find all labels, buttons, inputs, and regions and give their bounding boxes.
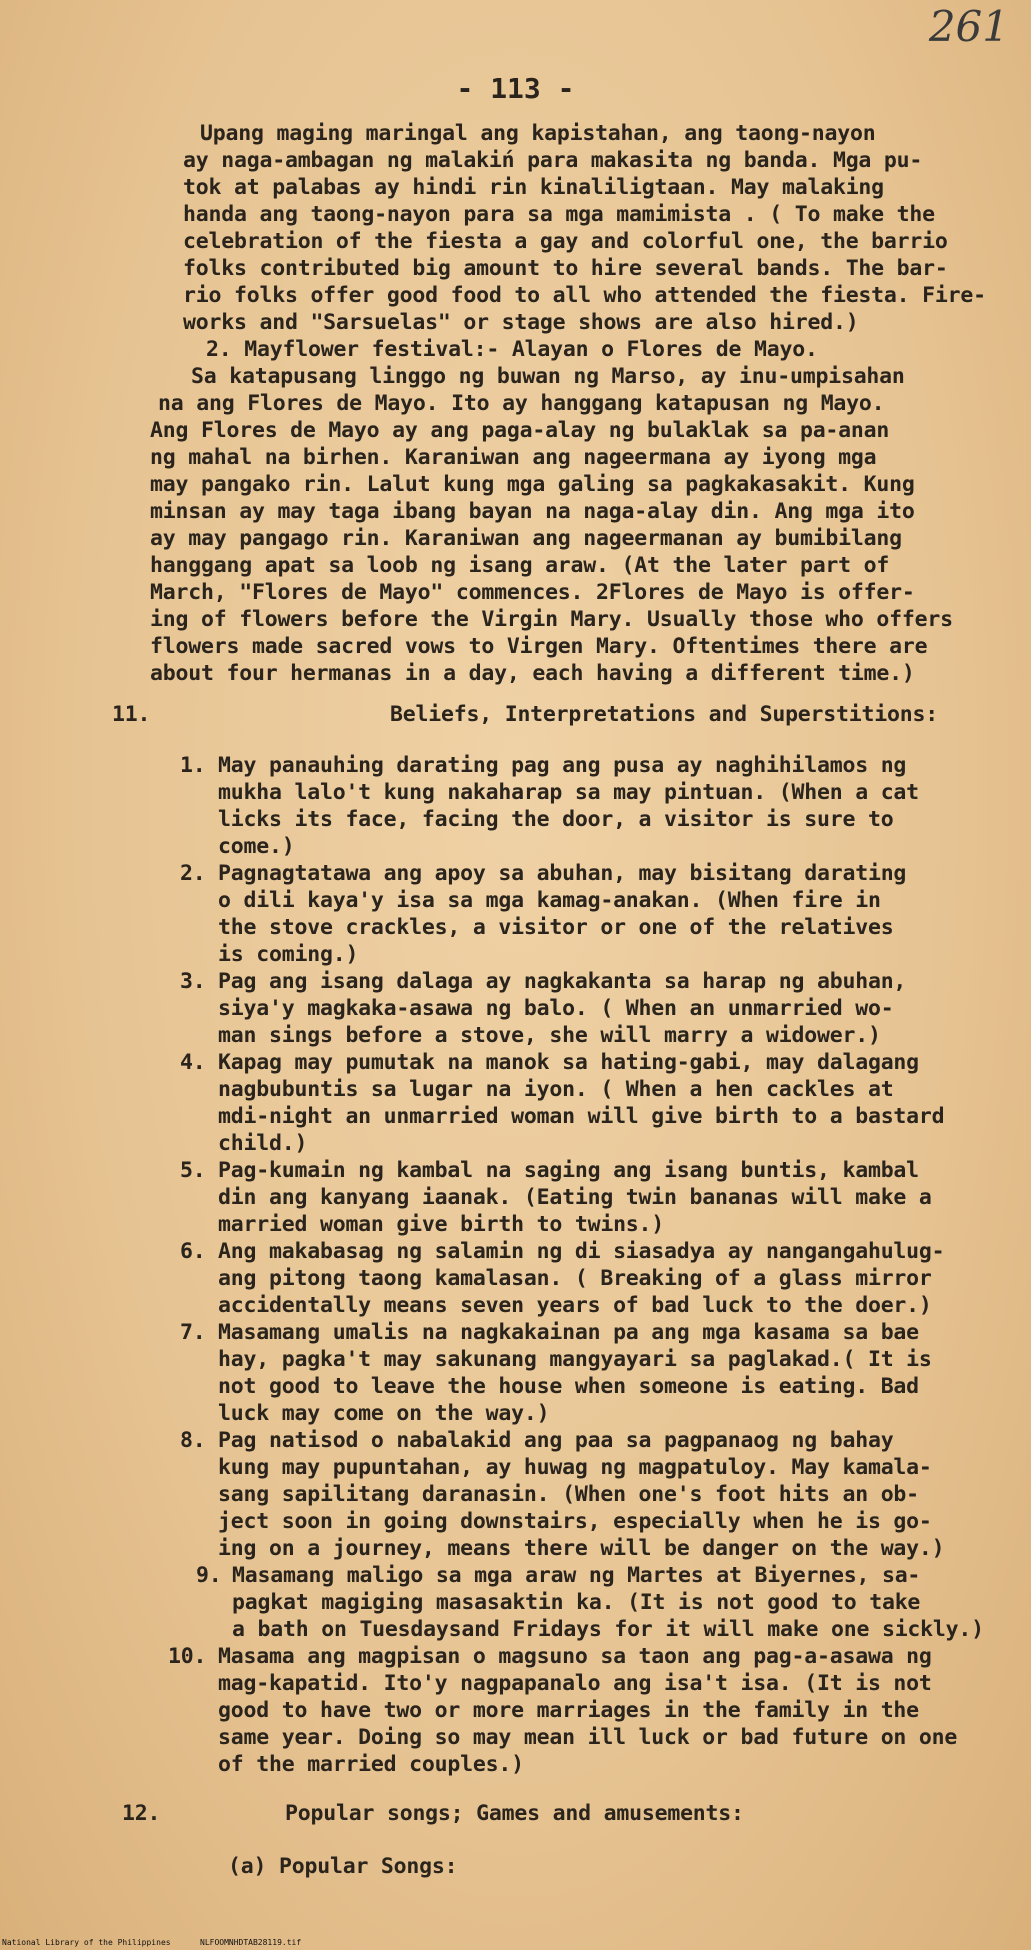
list-item-line: accidentally means seven years of bad luck to the doer.) — [218, 1293, 932, 1318]
text-line: tok at palabas ay hindi rin kinaliligtaan. May malaking — [183, 175, 884, 200]
list-item-number: 10. — [168, 1644, 207, 1669]
list-item-line: Masama ang magpisan o magsuno sa taon ang pag-a-asawa ng — [218, 1644, 932, 1669]
text-line: Upang maging maringal ang kapistahan, ang taong-nayon — [200, 121, 876, 146]
text-line: Sa katapusang linggo ng buwan ng Marso, ay inu-umpisahan — [191, 364, 905, 389]
list-item-number: 5. — [180, 1158, 206, 1183]
handwritten-page-number: 261 — [928, 2, 1009, 51]
text-line: na ang Flores de Mayo. Ito ay hanggang katapusan ng Mayo. — [158, 391, 885, 416]
list-item-line: same year. Doing so may mean ill luck or bad future on one — [218, 1725, 958, 1750]
text-line: minsan ay may taga ibang bayan na naga-alay din. Ang mga ito — [150, 499, 915, 524]
section-12-heading: Popular songs; Games and amusements: — [285, 1801, 744, 1826]
list-item-line: luck may come on the way.) — [218, 1401, 550, 1426]
text-line: works and "Sarsuelas" or stage shows are also hired.) — [183, 310, 859, 335]
text-line: hanggang apat sa loob ng isang araw. (At the later part of — [150, 553, 890, 578]
list-item-line: kung may pupuntahan, ay huwag ng magpatuloy. May kamala- — [218, 1455, 932, 1480]
list-item-line: man sings before a stove, she will marry a widower.) — [218, 1023, 881, 1048]
list-item-line: of the married couples.) — [218, 1752, 524, 1777]
text-line: ay may pangago rin. Karaniwan ang nageermanan ay bumibilang — [150, 526, 902, 551]
section-11-heading: Beliefs, Interpretations and Superstitions: — [390, 702, 938, 727]
list-item-line: Kapag may pumutak na manok sa hating-gabi, may dalagang — [218, 1050, 919, 1075]
list-item-line: the stove crackles, a visitor or one of the relatives — [218, 915, 894, 940]
text-line: ng mahal na birhen. Karaniwan ang nageermana ay iyong mga — [150, 445, 877, 470]
text-line: March, "Flores de Mayo" commences. 2Flores de Mayo is offer- — [150, 580, 915, 605]
text-line: flowers made sacred vows to Virgen Mary. Oftentimes there are — [150, 634, 928, 659]
list-item-line: Pag natisod o nabalakid ang paa sa pagpanaog ng bahay — [218, 1428, 894, 1453]
section-11-number: 11. — [112, 702, 151, 727]
list-item-line: child.) — [218, 1131, 308, 1156]
list-item-line: Masamang umalis na nagkakainan pa ang mga kasama sa bae — [218, 1320, 919, 1345]
text-line: rio folks offer good food to all who attended the fiesta. Fire- — [183, 283, 986, 308]
text-line: about four hermanas in a day, each having a different time.) — [150, 661, 915, 686]
list-item-number: 4. — [180, 1050, 206, 1075]
list-item-line: hay, pagka't may sakunang mangyayari sa paglakad.( It is — [218, 1347, 932, 1372]
list-item-line: o dili kaya'y isa sa mga kamag-anakan. (When fire in — [218, 888, 881, 913]
list-item-line: Ang makabasag ng salamin ng di siasadya ay nangangahulug- — [218, 1239, 945, 1264]
list-item-number: 6. — [180, 1239, 206, 1264]
list-item-number: 8. — [180, 1428, 206, 1453]
list-item-line: married woman give birth to twins.) — [218, 1212, 665, 1237]
list-item-line: pagkat magiging masasaktin ka. (It is not good to take — [232, 1590, 921, 1615]
text-line: folks contributed big amount to hire several bands. The bar- — [183, 256, 948, 281]
list-item-number: 3. — [180, 969, 206, 994]
text-line: Ang Flores de Mayo ay ang paga-alay ng bulaklak sa pa-anan — [150, 418, 890, 443]
subsection-a-heading: (a) Popular Songs: — [228, 1854, 458, 1879]
list-item-line: nagbubuntis sa lugar na iyon. ( When a hen cackles at — [218, 1077, 894, 1102]
list-item-line: ject soon in going downstairs, especially when he is go- — [218, 1509, 932, 1534]
list-item-line: mdi-night an unmarried woman will give birth to a bastard — [218, 1104, 945, 1129]
footer-filename: NLFOOMNHDTAB28119.tif — [200, 1938, 302, 1947]
list-item-line: ang pitong taong kamalasan. ( Breaking of a glass mirror — [218, 1266, 932, 1291]
list-item-line: mag-kapatid. Ito'y nagpapanalo ang isa't isa. (It is not — [218, 1671, 932, 1696]
list-item-line: is coming.) — [218, 942, 359, 967]
list-item-number: 7. — [180, 1320, 206, 1345]
list-item-line: May panauhing darating pag ang pusa ay naghihilamos ng — [218, 753, 907, 778]
list-item-line: ing on a journey, means there will be danger on the way.) — [218, 1536, 945, 1561]
text-line: may pangako rin. Lalut kung mga galing sa pagkakasakit. Kung — [150, 472, 915, 497]
list-item-line: licks its face, facing the door, a visitor is sure to — [218, 807, 894, 832]
list-item-line: good to have two or more marriages in the family in the — [218, 1698, 919, 1723]
list-item-line: siya'y magkaka-asawa ng balo. ( When an unmarried wo- — [218, 996, 894, 1021]
list-item-line: Pag ang isang dalaga ay nagkakanta sa harap ng abuhan, — [218, 969, 907, 994]
text-line: ay naga-ambagan ng malakiń para makasita ng banda. Mga pu- — [183, 148, 923, 173]
section-12-number: 12. — [122, 1801, 161, 1826]
text-line: handa ang taong-nayon para sa mga mamimista . ( To make the — [183, 202, 935, 227]
footer-library: National Library of the Philippines — [2, 1938, 171, 1947]
list-item-line: Pagnagtatawa ang apoy sa abuhan, may bisitang darating — [218, 861, 907, 886]
list-item-number: 2. — [180, 861, 206, 886]
text-line: celebration of the fiesta a gay and colorful one, the barrio — [183, 229, 948, 254]
list-item-line: sang sapilitang daranasin. (When one's foot hits an ob- — [218, 1482, 919, 1507]
list-item-line: mukha lalo't kung nakaharap sa may pintuan. (When a cat — [218, 780, 919, 805]
text-line: ing of flowers before the Virgin Mary. Usually those who offers — [150, 607, 953, 632]
list-item-line: come.) — [218, 834, 295, 859]
list-item-line: Masamang maligo sa mga araw ng Martes at Biyernes, sa- — [232, 1563, 921, 1588]
page-number: - 113 - — [456, 72, 575, 105]
list-item-line: a bath on Tuesdaysand Fridays for it will make one sickly.) — [232, 1617, 984, 1642]
list-item-line: not good to leave the house when someone is eating. Bad — [218, 1374, 919, 1399]
list-item-line: din ang kanyang iaanak. (Eating twin bananas will make a — [218, 1185, 932, 1210]
list-item-number: 1. — [180, 753, 206, 778]
list-item-line: Pag-kumain ng kambal na saging ang isang buntis, kambal — [218, 1158, 919, 1183]
list-item-number: 9. — [196, 1563, 222, 1588]
scan-footer — [0, 1938, 1031, 1950]
text-line: 2. Mayflower festival:- Alayan o Flores de Mayo. — [206, 337, 818, 362]
